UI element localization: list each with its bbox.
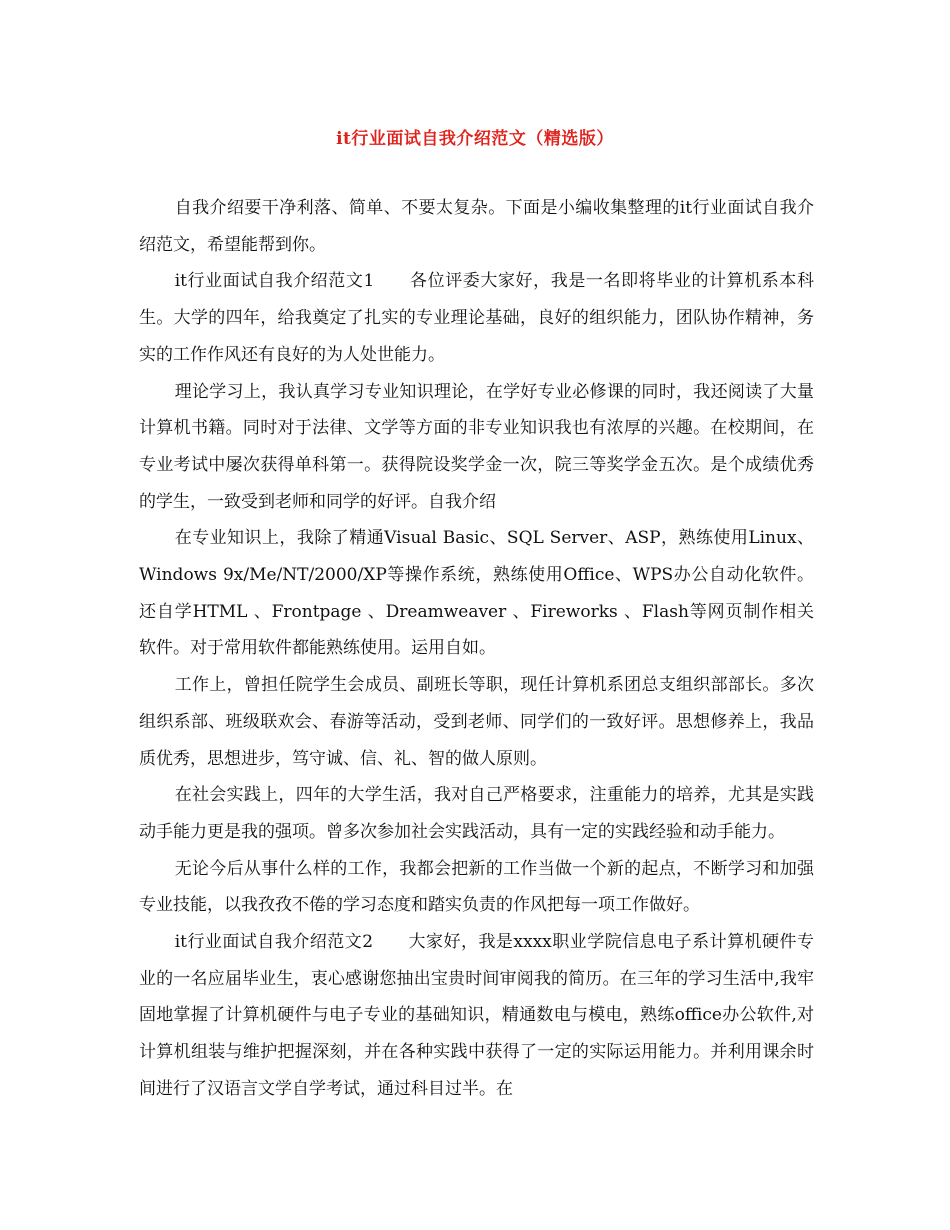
- paragraph: 自我介绍要干净利落、简单、不要太复杂。下面是小编收集整理的it行业面试自我介绍范文，希望能帮到你。: [139, 198, 814, 255]
- paragraph: 在专业知识上，我除了精通Visual Basic、SQL Server、ASP，熟练使用Linux、Windows 9x/Me/NT/2000/XP等操作系统，熟练使用Office、WPS办公自动化软件。还自学HTML 、Frontpage 、Dreamweaver 、Fireworks 、Flash等网页制作相关软件。对于常用软件都能熟练使用。运用自如。: [139, 528, 814, 659]
- paragraph: it行业面试自我介绍范文1 各位评委大家好，我是一名即将毕业的计算机系本科生。大学的四年，给我奠定了扎实的专业理论基础，良好的组织能力，团队协作精神，务实的工作作风还有良好的为人处世能力。: [139, 271, 814, 365]
- document-title: it行业面试自我介绍范文（精选版）: [336, 129, 614, 149]
- paragraph: 工作上，曾担任院学生会成员、副班长等职，现任计算机系团总支组织部部长。多次组织系部、班级联欢会、春游等活动，受到老师、同学们的一致好评。思想修养上，我品质优秀，思想进步，笃守诚、信、礼、智的做人原则。: [139, 675, 814, 769]
- paragraph: 无论今后从事什么样的工作，我都会把新的工作当做一个新的起点，不断学习和加强专业技能，以我孜孜不倦的学习态度和踏实负责的作风把每一项工作做好。: [139, 858, 814, 916]
- document-body: [139, 190, 814, 1108]
- paragraph: 理论学习上，我认真学习专业知识理论，在学好专业必修课的同时，我还阅读了大量计算机书籍。同时对于法律、文学等方面的非专业知识我也有浓厚的兴趣。在校期间，在专业考试中屡次获得单科第一。获得院设奖学金一次，院三等奖学金五次。是个成绩优秀的学生，一致受到老师和同学的好评。自我介绍: [139, 381, 814, 512]
- paragraph: it行业面试自我介绍范文2 大家好，我是xxxx职业学院信息电子系计算机硬件专业的一名应届毕业生，衷心感谢您抽出宝贵时间审阅我的简历。在三年的学习生活中,我牢固地掌握了计算机硬件与电子专业的基础知识，精通数电与模电，熟练office办公软件,对计算机组装与维护把握深刻，并在各种实践中获得了一定的实际运用能力。并利用课余时间进行了汉语言文学自学考试，通过科目过半。在: [139, 932, 814, 1099]
- paragraph: 在社会实践上，四年的大学生活，我对自己严格要求，注重能力的培养，尤其是实践动手能力更是我的强项。曾多次参加社会实践活动，具有一定的实践经验和动手能力。: [139, 785, 814, 842]
